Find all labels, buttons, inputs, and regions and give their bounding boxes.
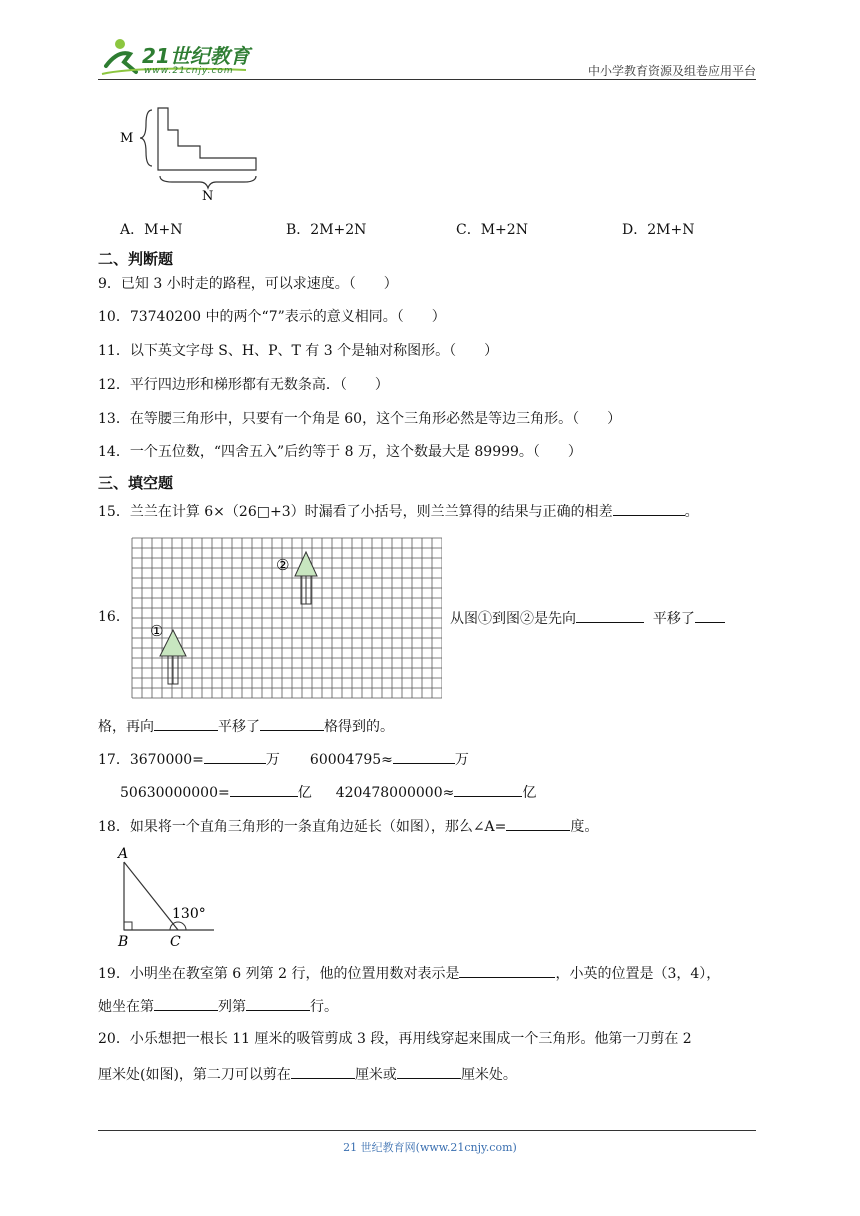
label-m: M: [120, 131, 134, 146]
question-20-line1: 20．小乐想把一根长 11 厘米的吸管剪成 3 段，再用线穿起来围成一个三角形。他第一刀剪在 2: [98, 1031, 692, 1047]
figure-label-1: ①: [150, 622, 164, 640]
answer-blank[interactable]: [397, 1064, 461, 1079]
answer-blank[interactable]: [154, 716, 218, 731]
grid-figure: [130, 536, 442, 700]
answer-blank[interactable]: [204, 749, 266, 764]
answer-blank[interactable]: [230, 782, 298, 797]
section-title-judge: 二、判断题: [98, 250, 174, 268]
question-15: 15．兰兰在计算 6×（26□+3）时漏看了小括号，则兰兰算得的结果与正确的相差 。: [98, 501, 699, 521]
question-10: 10．73740200 中的两个“7”表示的意义相同。（ ）: [98, 309, 446, 325]
question-9: 9．已知 3 小时走的路程，可以求速度。（ ）: [98, 276, 398, 292]
question-19-line2: 她坐在第 列第 行。: [98, 996, 338, 1016]
answer-blank[interactable]: [695, 608, 725, 623]
option-d: D．2M+N: [622, 222, 695, 238]
question-12: 12．平行四边形和梯形都有无数条高．（ ）: [98, 377, 389, 393]
answer-blank[interactable]: [154, 996, 218, 1011]
option-a: A．M+N: [120, 222, 183, 238]
angle-label: 130°: [172, 906, 206, 922]
staircase-figure: [112, 104, 272, 204]
answer-blank[interactable]: [613, 501, 685, 516]
answer-blank[interactable]: [506, 816, 570, 831]
footer-rule: [98, 1130, 756, 1131]
answer-blank[interactable]: [454, 782, 522, 797]
label-n: N: [202, 189, 214, 204]
header-rule: [98, 79, 756, 80]
question-20-line2: 厘米处(如图)，第二刀可以剪在 厘米或 厘米处。: [98, 1064, 517, 1084]
question-16-line1: 从图①到图②是先向 平移了: [450, 608, 725, 628]
vertex-b: B: [118, 934, 129, 950]
question-11: 11．以下英文字母 S、H、P、T 有 3 个是轴对称图形。（ ）: [98, 343, 499, 359]
answer-blank[interactable]: [393, 749, 455, 764]
question-18: 18．如果将一个直角三角形的一条直角边延长（如图），那么∠A= 度。: [98, 816, 598, 836]
vertex-c: C: [170, 934, 181, 950]
footer-text: 21 世纪教育网(www.21cnjy.com): [343, 1141, 517, 1154]
logo-text: 21世纪教育: [142, 44, 250, 68]
question-19-line1: 19．小明坐在教室第 6 列第 2 行，他的位置用数对表示是 ，小英的位置是（3，4），: [98, 963, 720, 983]
question-17-line1: 17．3670000= 万 60004795≈ 万: [98, 749, 469, 769]
question-17-line2: 50630000000= 亿 420478000000≈ 亿: [120, 782, 536, 802]
option-b: B．2M+2N: [286, 222, 367, 238]
question-14: 14．一个五位数，“四舍五入”后约等于 8 万，这个数最大是 89999。（ ）: [98, 444, 582, 460]
answer-blank[interactable]: [246, 996, 310, 1011]
question-13: 13．在等腰三角形中，只要有一个角是 60，这个三角形必然是等边三角形。（ ）: [98, 411, 622, 427]
logo-url: www.21cnjy.com: [144, 66, 234, 76]
question-16-line2: 格，再向 平移了 格得到的。: [98, 716, 394, 736]
option-c: C．M+2N: [456, 222, 528, 238]
question-16-num: 16．: [98, 609, 130, 625]
vertex-a: A: [118, 846, 129, 862]
answer-blank[interactable]: [291, 1064, 355, 1079]
figure-label-2: ②: [276, 556, 290, 574]
answer-blank[interactable]: [576, 608, 644, 623]
triangle-figure: [110, 842, 220, 950]
answer-blank[interactable]: [459, 963, 555, 978]
platform-name: 中小学教育资源及组卷应用平台: [587, 64, 756, 78]
answer-blank[interactable]: [260, 716, 324, 731]
section-title-fill: 三、填空题: [98, 474, 174, 492]
